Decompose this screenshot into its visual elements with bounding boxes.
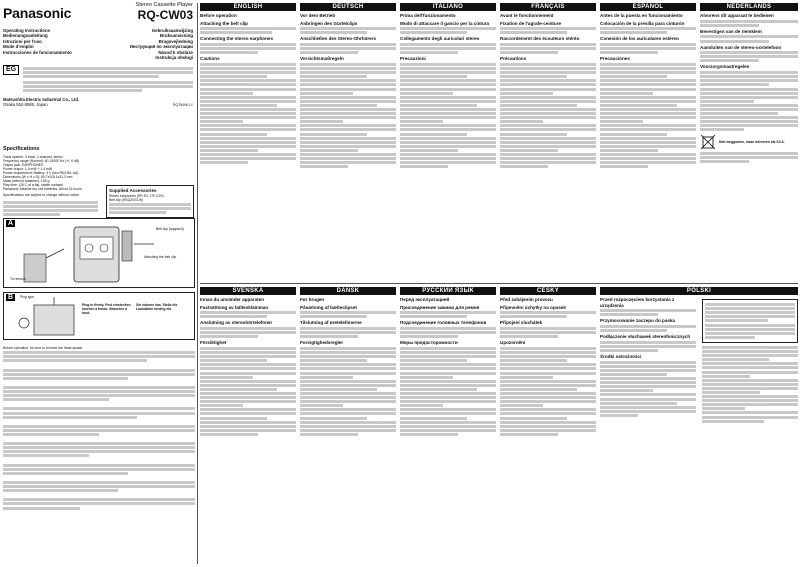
lang-header: ESPAÑOL xyxy=(600,3,696,11)
instruction-titles-left: Operating Instructions Bedienungsanleitung Istruzioni per l'uso Mode d'emploi Instrucciones de funcionamiento xyxy=(3,28,72,55)
lang-header: FRANÇAIS xyxy=(500,3,596,11)
lang-header: ENGLISH xyxy=(200,3,296,11)
illustration-belt-clip: A Belt clip (supplied) Attaching the belt clip To remove xyxy=(3,218,195,288)
spec-item: Panasonic Alkaline dry cell batteries: About 16 hours xyxy=(3,187,82,192)
spec-item: Dimensions (W x H x D): 80.7x115.1x31.3 mm xyxy=(3,175,73,180)
lang-header: РУССКИЙ ЯЗЫК xyxy=(400,287,496,295)
battery-recycle-icon xyxy=(700,134,716,150)
instruction-titles-right: Gebruiksaanwijzing Bruksanvisning Brugsvejledning Инструкция по эксплуатации Návod k obsluze Instrukcja obsługi xyxy=(129,28,193,61)
title-block xyxy=(3,3,193,107)
recycle-note: Niet weggooien, maar inleveren als KCA. xyxy=(700,134,798,150)
column-deutsch: DEUTSCH Vor dem Betrieb Anbringen des Gürtelclips Anschließen des Stereo-Ohrhörers Vorsichtsmaßregeln xyxy=(300,3,396,169)
doc-number: RQT5496-1Y xyxy=(173,103,193,107)
region-badge: EG xyxy=(3,65,19,75)
plug-type-label: Plug type xyxy=(20,295,35,299)
accessory-item: Stereo earphones (RP-EV 17F-D20) xyxy=(109,193,164,198)
illustration-earphones: B Plug type Plug in firmly. Fest einstecken. Inserire a fondo. Brancher à fond. Set volume low. Stelle die Lautstärke niedrig ein. xyxy=(3,292,195,340)
model-number: RQ-CW03 xyxy=(137,8,193,22)
specs-title: Specifications xyxy=(3,146,40,152)
lang-header: NEDERLANDS xyxy=(700,3,798,11)
column-cesky: ČESKY Před zahájením provozu Připevnění úchytky na opasek Připojení sluchátek Upozornění xyxy=(500,287,596,437)
polski-warning-box xyxy=(702,299,798,343)
column-francais: FRANÇAIS Avant le fonctionnement Fixation de l'agrafe-ceinture Raccordement des écouteurs stéréo Précautions xyxy=(500,3,596,169)
lang-header: DEUTSCH xyxy=(300,3,396,11)
lang-header: SVENSKA xyxy=(200,287,296,295)
spec-item: Output jack: EARPHONES xyxy=(3,162,44,167)
spec-item: Mass (without batteries): 195 g xyxy=(3,179,50,184)
column-russian: РУССКИЙ ЯЗЫК Перед эксплуатацией Присоединение зажима для ремня Подсоединение головных телефонов Меры предосторожности xyxy=(400,287,496,437)
lang-header: ITALIANO xyxy=(400,3,496,11)
divider xyxy=(200,283,798,284)
spec-item: Power requirement: Battery: 3 V (two R6/LR6, AA) xyxy=(3,170,79,175)
lang-header: POLSKI xyxy=(600,287,798,295)
lang-header: ČESKY xyxy=(500,287,596,295)
supplied-accessories: Supplied Accessories Stereo earphones (RP-EV 17F-D20) Belt clip (RSQ2003-W) xyxy=(106,185,194,218)
bottom-left-notes xyxy=(3,346,195,511)
head-spacer-note: Before operation, be sure to remove the head spacer. xyxy=(3,346,84,350)
belt-clip-label: Belt clip (supplied) xyxy=(156,227,184,231)
earphone-drawing xyxy=(4,293,194,339)
column-english: ENGLISH Before operation Attaching the belt clip Connecting the stereo earphones Cautions xyxy=(200,3,296,165)
column-nederlands: NEDERLANDS Alvorens dit apparaat te bedienen Bevestigen van de riemklem Aansluiten van de stereo-oortelefoon Voorzorgsmaatregelen Niet weggooien, maar inleveren als KCA. xyxy=(700,3,798,164)
column-dansk: DANSK Før brugen Påsætning af bælteclipset Tilslutning af øretelefonerne Forsigtighedsregler xyxy=(300,287,396,437)
plug-in-note: Plug in firmly. Fest einstecken. Inserire a fondo. Brancher à fond. xyxy=(82,303,132,316)
company-name: Matsushita Electric Industrial Co., Ltd. Osaka 552-8586, Japan xyxy=(3,97,80,107)
spec-item: Play time: (25 C at a flat, stable surface) xyxy=(3,183,64,188)
attaching-label: Attaching the belt clip xyxy=(144,255,177,259)
divider xyxy=(197,3,198,564)
column-polski: POLSKI Przed rozpoczęciem korzystania z urządzenia Przymocowanie zaczepu do paska Podłączenie słuchawek stereofonicznych Środki ostrożności xyxy=(600,287,798,424)
volume-note: Set volume low. Stelle die Lautstärke niedrig ein. xyxy=(136,303,178,312)
spec-item: Track system: 4 track, 2 channel, stereo xyxy=(3,154,63,159)
spec-note: Specifications are subject to change without notice. xyxy=(3,193,80,198)
lang-header: DANSK xyxy=(300,287,396,295)
spec-item: Power output: 1.4 mW + 1.4 mW xyxy=(3,166,53,171)
spec-item: Frequency range (Normal): 60-15000 Hz (+/- 6 dB) xyxy=(3,158,80,163)
accessory-item: Belt clip (RSQ2003-W) xyxy=(109,197,144,202)
remove-label: To remove xyxy=(10,277,26,281)
specifications xyxy=(3,145,98,217)
product-name: Stereo Cassette Player xyxy=(135,2,193,8)
brand-logo: Panasonic xyxy=(3,5,72,21)
column-italiano: ITALIANO Prima dell'funzionamento Modo di attaccare il gancio per la cintura Collegamento degli auricolari stereo Precauzioni xyxy=(400,3,496,169)
column-svenska: SVENSKA Innan du använder apparaten Fastsättning av bältesklämman Anslutning av stereohörtelefoner Försiktighet xyxy=(200,287,296,437)
column-espanol: ESPAÑOL Antes de la puesta en funcionamiento Colocación de la presilla para cinturón Conexión de los auriculares estéreo Precauciones xyxy=(600,3,696,169)
